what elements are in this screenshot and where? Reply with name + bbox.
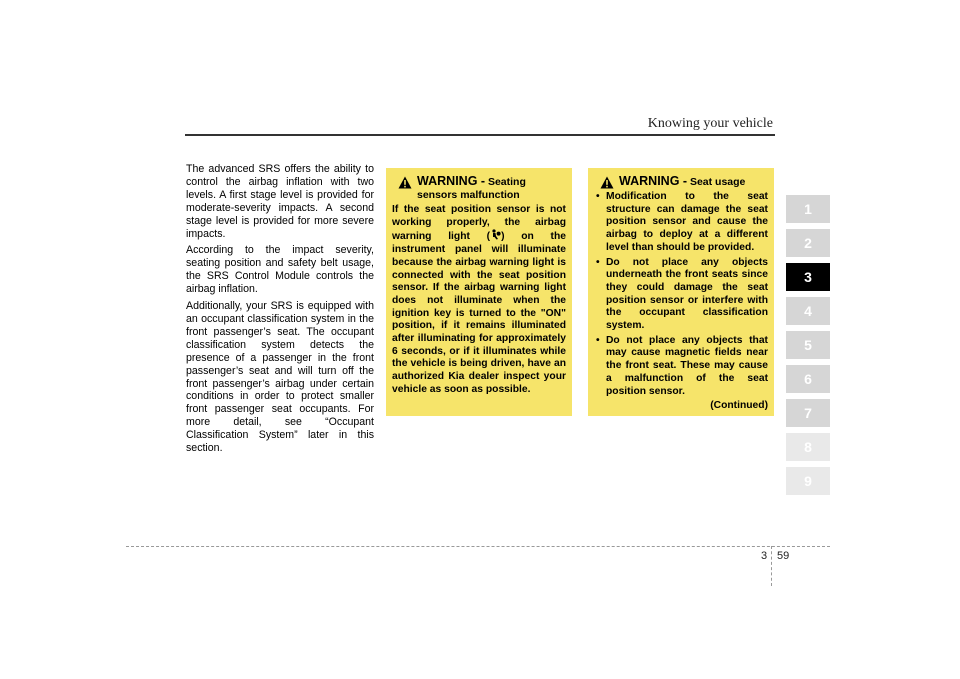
footer-divider <box>771 546 772 586</box>
body-paragraph: The advanced SRS offers the ability to control the airbag inflation with two levels. A first stage level is provided for moderate-severity impacts. A second stage level is provided for more severe impacts. <box>186 163 374 240</box>
warning-triangle-icon <box>600 176 614 189</box>
chapter-tabs <box>786 195 830 501</box>
list-item <box>594 335 768 399</box>
header-title: Knowing your vehicle <box>647 116 773 131</box>
warning-header <box>594 175 768 189</box>
body-paragraph: Additionally, your SRS is equipped with an occupant classification system in the front passenger’s seat. The occupant classification system detects the presence of a passenger in the front passenger’s seat and will turn off the front passenger’s airbag under certain conditions in order to protect smaller front passenger seat occupants. For more detail, see “Occupant Classification System” later in this section. <box>186 300 374 455</box>
bullet-icon: • <box>596 334 600 346</box>
list-item <box>594 191 768 255</box>
page-number: 59 <box>777 550 790 562</box>
chapter-tab-5[interactable]: 5 <box>786 331 830 359</box>
warning-label: WARNING - <box>417 174 486 188</box>
warning-label: WARNING - <box>619 174 688 188</box>
warning-triangle-icon <box>398 176 412 189</box>
warning-header <box>392 175 566 202</box>
list-item <box>594 257 768 333</box>
chapter-tab-3[interactable]: 3 <box>786 263 830 291</box>
chapter-tab-2[interactable]: 2 <box>786 229 830 257</box>
warning-bullet-list <box>594 191 768 398</box>
body-column <box>186 163 374 459</box>
bullet-icon: • <box>596 191 600 202</box>
airbag-warning-icon <box>490 229 501 240</box>
chapter-tab-9[interactable]: 9 <box>786 467 830 495</box>
chapter-tab-7[interactable]: 7 <box>786 399 830 427</box>
chapter-tab-8[interactable]: 8 <box>786 433 830 461</box>
body-paragraph: According to the impact severity, seating position and safety belt usage, the SRS Control Module controls the airbag inflation. <box>186 244 374 296</box>
warning-text-cont: ) on the instrument panel will illuminate because the airbag warning light is connected with the seat position sensor. If the airbag warning light does not illuminate when the ignition key is turned to the "ON" position, if it remains illuminated after illuminating for approximately 6 seconds, or if it illuminates while the vehicle is being driven, have an authorized Kia dealer inspect your vehicle as soon as possible. <box>392 231 566 395</box>
footer-rule <box>126 546 830 547</box>
warning-subtitle: Seat usage <box>689 176 746 188</box>
chapter-tab-1[interactable]: 1 <box>786 195 830 223</box>
bullet-text: Do not place any objects that may cause magnetic fields near the front seat. These may cause a malfunction of the seat position sensor. <box>606 334 768 397</box>
continued-label: (Continued) <box>710 400 768 412</box>
bullet-icon: • <box>596 256 600 268</box>
warning-text: If the seat position sensor is not working properly, the airbag warning light ( <box>392 204 566 243</box>
bullet-text: Modification to the seat structure can damage the seat position sensor and cause the airbag to deploy at a different level than should be provided. <box>606 191 768 253</box>
warning-subtitle: Seating sensors malfunction <box>417 176 526 201</box>
bullet-text: Do not place any objects underneath the front seats since they could damage the seat position sensor or interfere with the occupant classification system. <box>606 256 768 332</box>
warning-box-seat-usage <box>588 168 774 416</box>
page-chapter-number: 3 <box>761 550 768 562</box>
warning-box-seating-sensors <box>386 168 572 416</box>
header-rule <box>185 134 775 136</box>
chapter-tab-4[interactable]: 4 <box>786 297 830 325</box>
warning-body <box>392 204 566 397</box>
chapter-tab-6[interactable]: 6 <box>786 365 830 393</box>
